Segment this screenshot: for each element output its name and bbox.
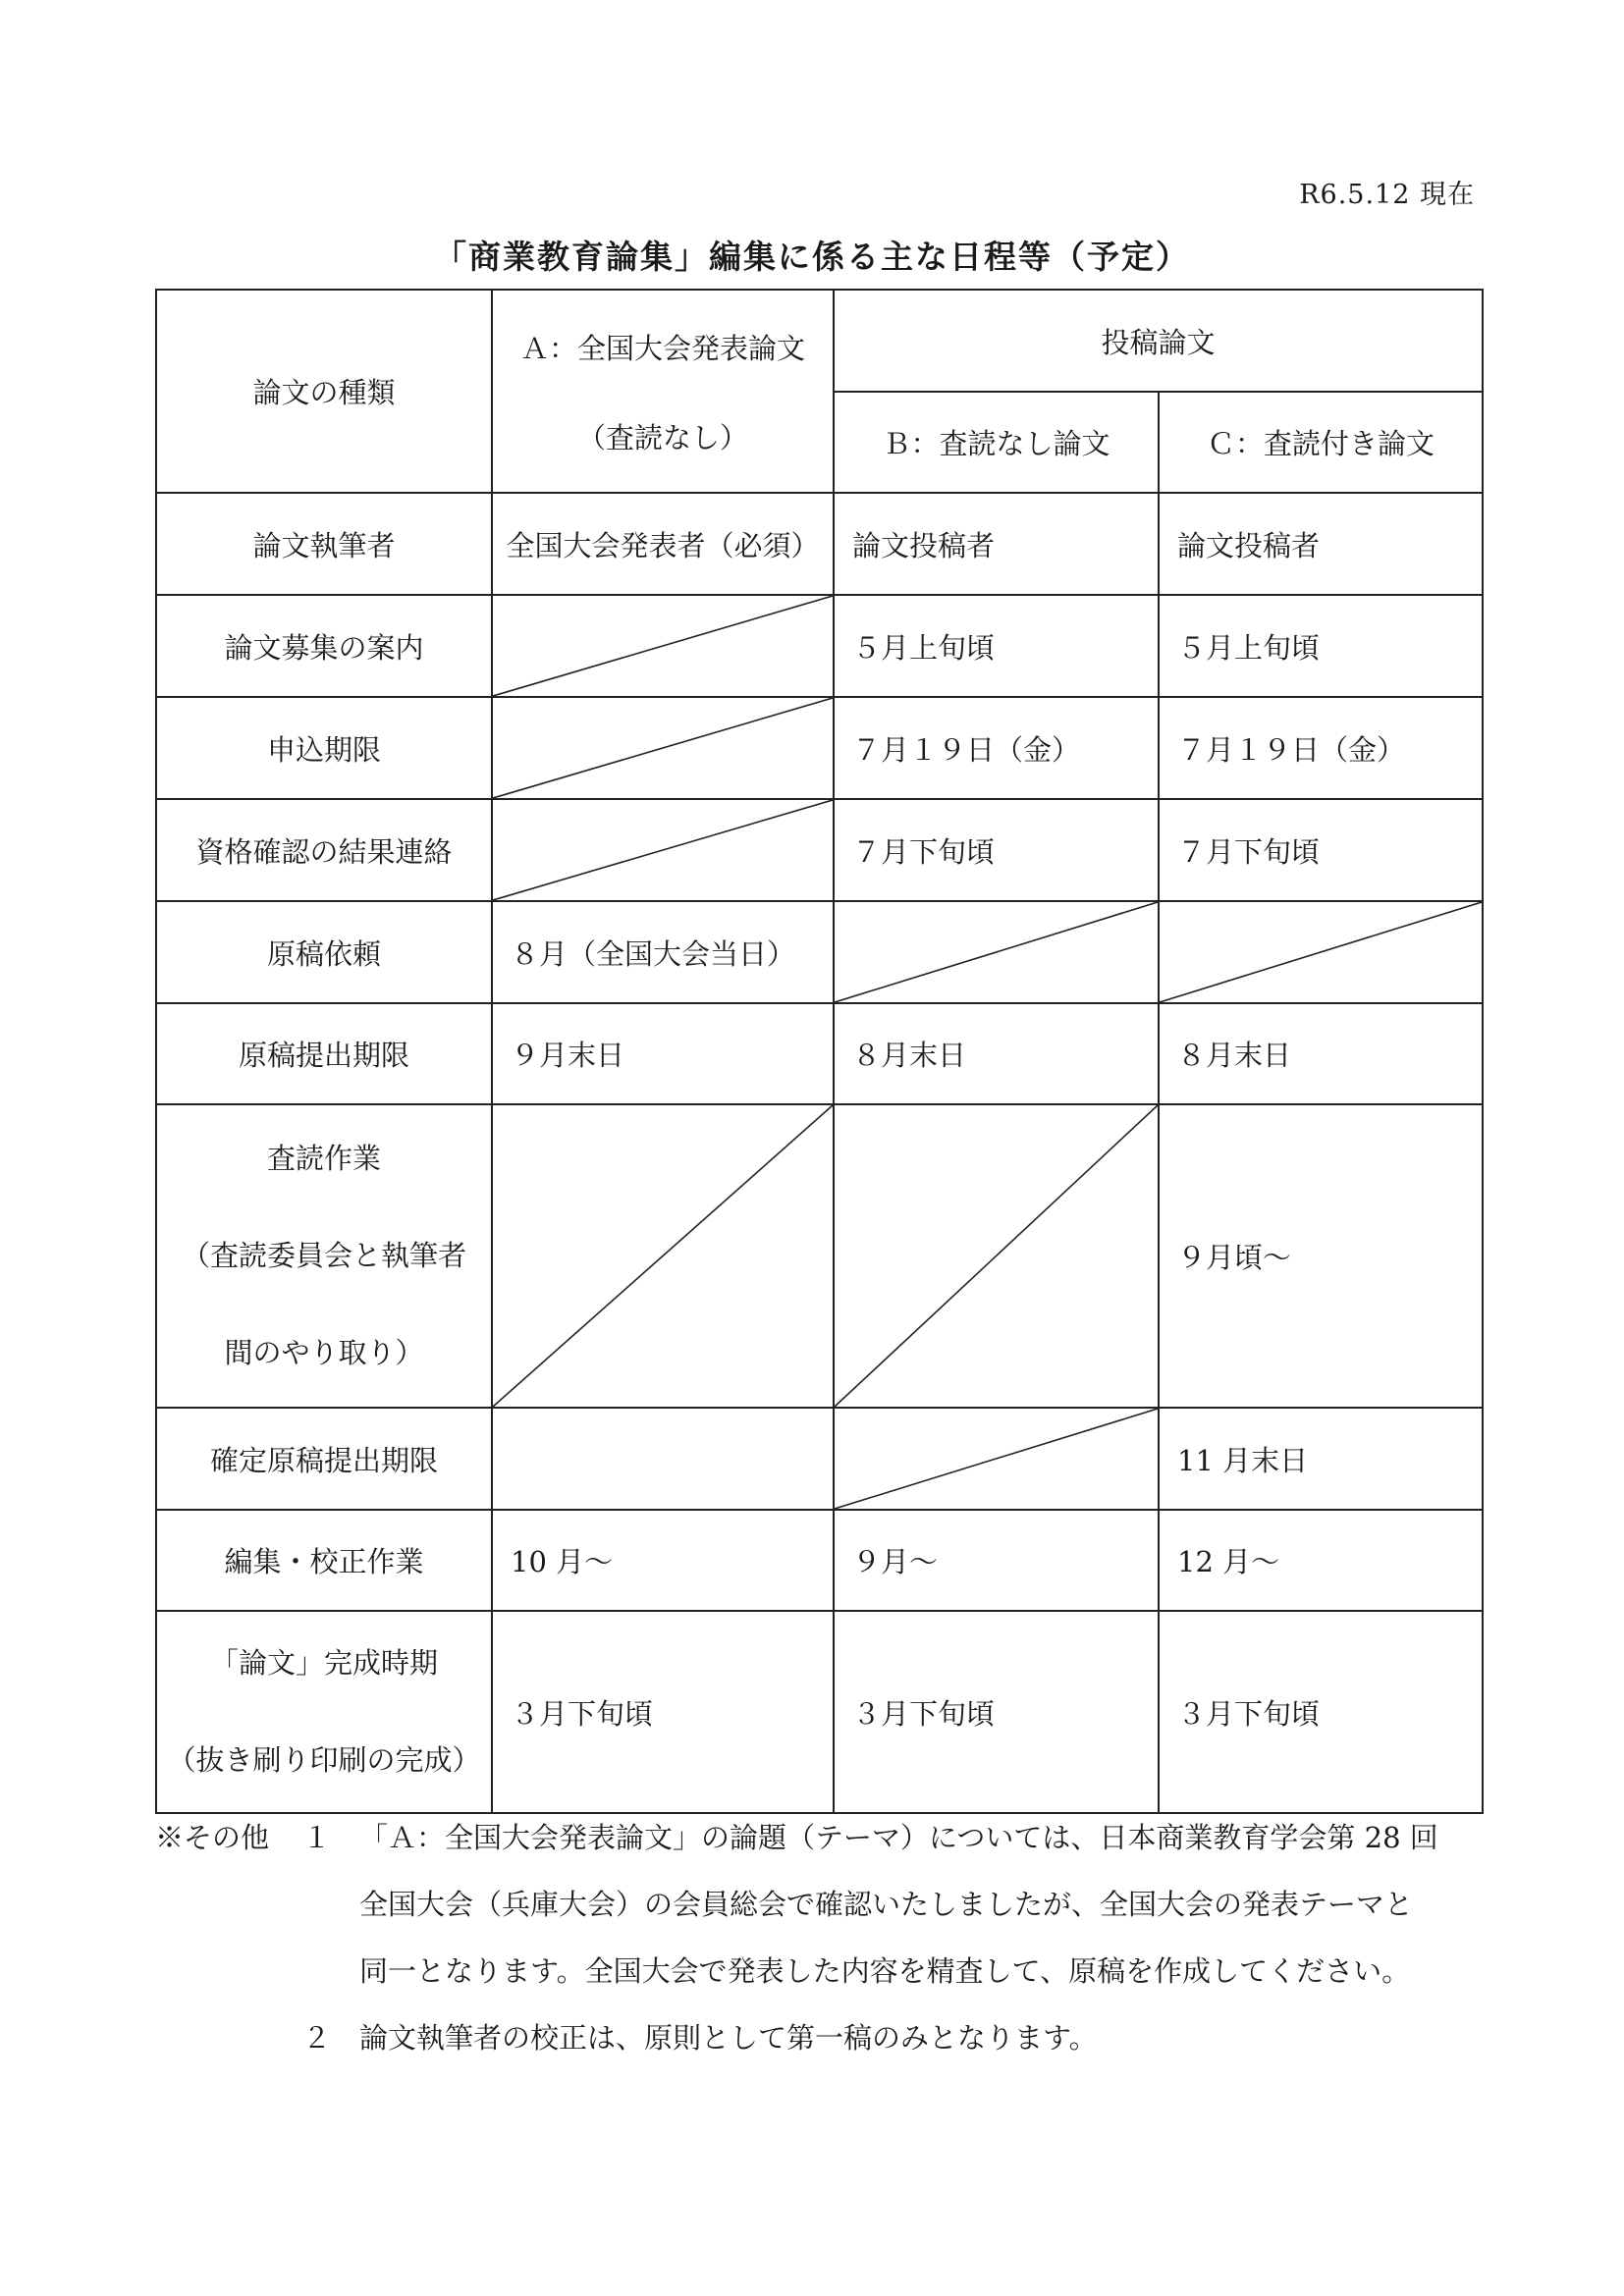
note-number: ２ [302,2021,332,2055]
diagonal-slash [835,1409,1158,1509]
row-label-line: 「論文」完成時期 [209,1646,438,1680]
note-text-line: 全国大会（兵庫大会）の会員総会で確認いたしましたが、全国大会の発表テーマと [359,1888,1414,1921]
diagonal-slash [493,698,833,798]
diagonal-slash [493,596,833,696]
table-row [156,1611,1483,1813]
cell-b-slashed [834,1104,1159,1408]
note-item [155,2021,1490,2055]
note-text-line: 同一となります。全国大会で発表した内容を精査して、原稿を作成してください。 [359,1954,1411,1988]
cell-a: ３月下旬頃 [492,1611,834,1813]
cell-c: ７月下旬頃 [1159,799,1483,901]
cell-c: ３月下旬頃 [1159,1611,1483,1813]
cell-a-slashed [492,1104,834,1408]
cell-c-slashed [1159,901,1483,1003]
row-label-line: 間のやり取り） [224,1336,424,1369]
cell-c: ９月頃～ [1159,1104,1483,1408]
notes-lead: ※その他 [155,1821,270,1854]
table-row [156,1104,1483,1408]
row-label-line: 査読作業 [266,1142,381,1175]
table-row [156,493,1483,595]
header-col-a-line1: Ａ：全国大会発表論文 [519,331,805,365]
row-label-line: （抜き刷り印刷の完成） [167,1743,481,1777]
header-col-b: Ｂ：査読なし論文 [834,392,1159,493]
header-col-a [492,290,834,493]
row-label: 資格確認の結果連絡 [156,799,492,901]
cell-b-slashed [834,1408,1159,1510]
schedule-table [155,289,1484,1814]
cell-c: 論文投稿者 [1159,493,1483,595]
row-label: 編集・校正作業 [156,1510,492,1611]
header-row-1 [156,290,1483,392]
cell-a-empty [492,1408,834,1510]
cell-b: ９月～ [834,1510,1159,1611]
note-number: １ [302,1821,332,1854]
header-contrib [834,290,1483,392]
row-label: 原稿依頼 [156,901,492,1003]
row-label-line: （査読委員会と執筆者 [181,1239,466,1272]
cell-c: 12 月～ [1159,1510,1483,1611]
cell-c: ７月１９日（金） [1159,697,1483,799]
row-label: 申込期限 [156,697,492,799]
cell-b: ７月下旬頃 [834,799,1159,901]
header-col-a-line2: （査読なし） [576,420,748,454]
cell-a-slashed [492,697,834,799]
header-contrib-label: 投稿論文 [1101,325,1216,359]
note-text-line: 「Ａ：全国大会発表論文」の論題（テーマ）については、日本商業教育学会第 28 回 [359,1821,1438,1854]
diagonal-slash [835,902,1158,1002]
header-type-cell [156,290,492,493]
table-row [156,697,1483,799]
row-label: 論文執筆者 [156,493,492,595]
cell-b-slashed [834,901,1159,1003]
diagonal-slash [835,1105,1158,1407]
cell-a: ８月（全国大会当日） [492,901,834,1003]
table-row [156,901,1483,1003]
diagonal-slash [1160,902,1482,1002]
cell-c: ５月上旬頃 [1159,595,1483,697]
as-of-date: R6.5.12 現在 [1299,180,1475,210]
header-col-c: Ｃ：査読付き論文 [1159,392,1483,493]
note-item [155,1821,1490,1854]
table-row [156,1408,1483,1510]
diagonal-slash [493,1105,833,1407]
table-row [156,799,1483,901]
row-label: 原稿提出期限 [156,1003,492,1104]
row-label-multiline [156,1104,492,1408]
row-label: 確定原稿提出期限 [156,1408,492,1510]
table-row [156,1510,1483,1611]
cell-a: 全国大会発表者（必須） [492,493,834,595]
cell-a-slashed [492,799,834,901]
header-type-label: 論文の種類 [252,376,396,409]
cell-b: 論文投稿者 [834,493,1159,595]
table-row [156,595,1483,697]
cell-c: 11 月末日 [1159,1408,1483,1510]
cell-b: ５月上旬頃 [834,595,1159,697]
cell-b: ３月下旬頃 [834,1611,1159,1813]
cell-a: 10 月～ [492,1510,834,1611]
note-text-line: 論文執筆者の校正は、原則として第一稿のみとなります。 [359,2021,1098,2055]
document-title: 「商業教育論集」編集に係る主な日程等（予定） [434,238,1190,276]
notes-section [155,1821,1490,2055]
cell-b: ７月１９日（金） [834,697,1159,799]
row-label-multiline [156,1611,492,1813]
table-row [156,1003,1483,1104]
diagonal-slash [493,800,833,900]
cell-c: ８月末日 [1159,1003,1483,1104]
cell-a: ９月末日 [492,1003,834,1104]
cell-a-slashed [492,595,834,697]
row-label: 論文募集の案内 [156,595,492,697]
cell-b: ８月末日 [834,1003,1159,1104]
